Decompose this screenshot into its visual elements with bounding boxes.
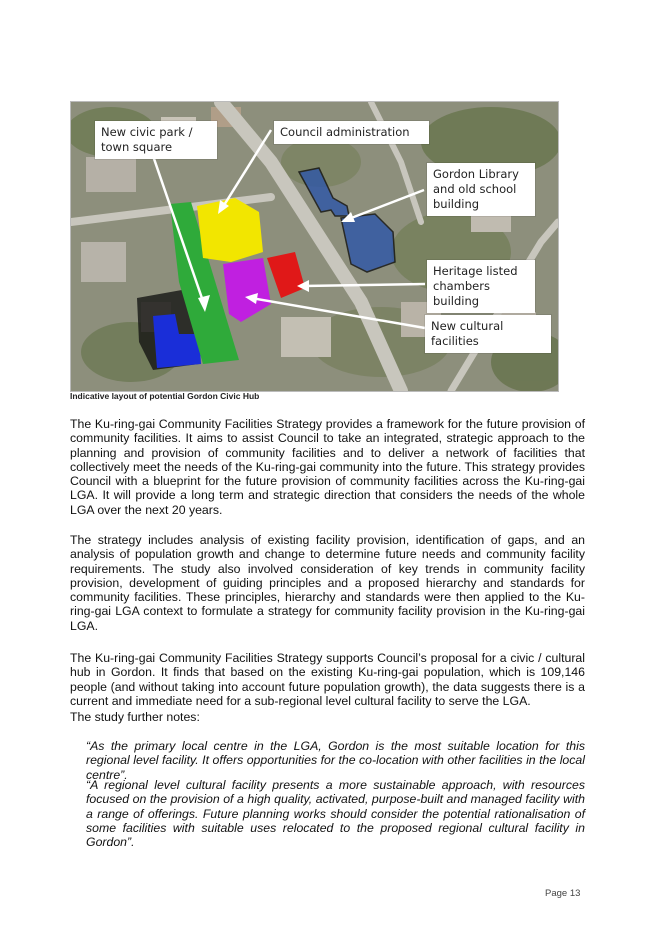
label-civic-park: New civic park / town square (95, 121, 217, 159)
paragraph-1: The Ku-ring-gai Community Facilities Strategy provides a framework for the future provision of community facilities. It aims to assist Council to take an integrated, strategic approach to the planning and provision of community facilities and to deliver a network of facilities that collectively meet the needs of the Ku-ring-gai community into the future. This strategy provides Council with a blueprint for the future provision of community facilities across the Ku-ring-gai LGA. It will provide a long term and strategic direction that considers the needs of the whole LGA over the next 20 years. (70, 417, 585, 517)
label-new-cultural-facilities: New cultural facilities (425, 315, 551, 353)
paragraph-2: The strategy includes analysis of existing facility provision, identification of gaps, and an analysis of population growth and change to determine future needs and community facility requirements. The study also involved consideration of key trends in community facility provision, development of guiding principles and a proposed hierarchy and standards for community facilities. These principles, hierarchy and standards were then applied to the Ku-ring-gai LGA context to formulate a strategy for community facility provision in the Ku-ring-gai LGA. (70, 533, 585, 633)
label-heritage-chambers: Heritage listed chambers building (427, 260, 535, 313)
figure-caption: Indicative layout of potential Gordon Civic Hub (70, 391, 260, 401)
paragraph-4: The study further notes: (70, 710, 200, 724)
page-number: Page 13 (545, 888, 581, 899)
quote-2: “A regional level cultural facility presents a more sustainable approach, with resources focused on the provision of a high quality, activated, purpose-built and managed facility with a range of offerings. Future planning works should consider the potential rationalisation of some facilities with suitable uses relocated to the proposed regional cultural facility in Gordon”. (86, 778, 585, 850)
label-council-administration: Council administration (274, 121, 429, 144)
quote-1: “As the primary local centre in the LGA, Gordon is the most suitable location for this regional level facility. It offers opportunities for the co-location with other facilities in the local centre”. (86, 739, 585, 782)
label-gordon-library: Gordon Library and old school building (427, 163, 535, 216)
aerial-map-figure (70, 101, 559, 392)
paragraph-3: The Ku-ring-gai Community Facilities Strategy supports Council’s proposal for a civic / cultural hub in Gordon. It finds that based on the existing Ku-ring-gai population, which is 109,146 people (and without taking into account future population growth), the data suggests there is a current and immediate need for a sub-regional level cultural facility to serve the LGA. (70, 651, 585, 708)
